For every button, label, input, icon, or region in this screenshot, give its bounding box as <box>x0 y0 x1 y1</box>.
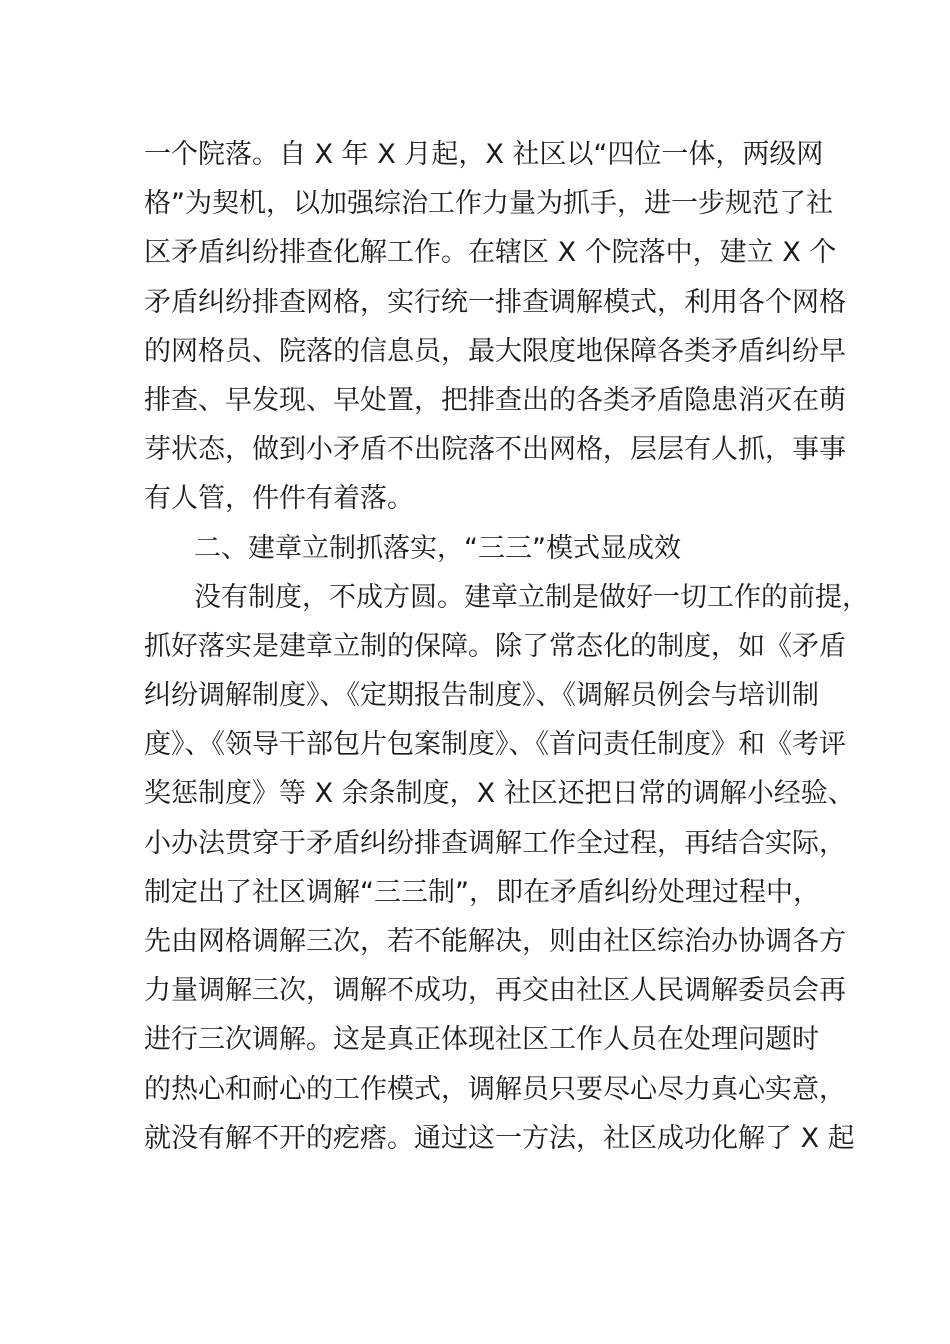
text-line: 就没有解不开的疙瘩。通过这一方法，社区成功化解了 X 起 <box>144 1122 855 1154</box>
section-heading: 二、建章立制抓落实，“三三”模式显成效 <box>194 532 681 564</box>
text-line: 小办法贯穿于矛盾纠纷排查调解工作全过程，再结合实际， <box>144 827 846 859</box>
text-line: 奖惩制度》等 X 余条制度，X 社区还把日常的调解小经验、 <box>144 778 855 810</box>
document-body <box>144 130 869 1163</box>
text-line: 一个院落。自 X 年 X 月起，X 社区以“四位一体，两级网 <box>144 139 824 170</box>
text-line: 度》、《领导干部包片包案制度》、《首问责任制度》和《考评 <box>144 729 846 761</box>
text-line: 区矛盾纠纷排查化解工作。在辖区 X 个院落中，建立 X 个 <box>144 237 837 269</box>
text-line: 格”为契机，以加强综治工作力量为抓手，进一步规范了社 <box>144 188 833 220</box>
text-line: 制定出了社区调解“三三制”，即在矛盾纠纷处理过程中， <box>144 876 820 908</box>
text-line: 先由网格调解三次，若不能解决，则由社区综治办协调各方 <box>144 926 846 957</box>
text-line: 进行三次调解。这是真正体现社区工作人员在处理问题时 <box>144 1024 819 1056</box>
text-line: 的网格员、院落的信息员，最大限度地保障各类矛盾纠纷早 <box>144 335 846 367</box>
text-line: 排查、早发现、早处置，把排查出的各类矛盾隐患消灭在萌 <box>144 384 846 416</box>
text-line: 抓好落实是建章立制的保障。除了常态化的制度，如《矛盾 <box>144 630 846 662</box>
text-line: 力量调解三次，调解不成功，再交由社区人民调解委员会再 <box>144 975 846 1007</box>
text-line: 纠纷调解制度》、《定期报告制度》、《调解员例会与培训制 <box>144 680 819 712</box>
text-line: 矛盾纠纷排查网格，实行统一排查调解模式，利用各个网格 <box>144 286 846 318</box>
paragraph-first-line: 没有制度，不成方圆。建章立制是做好一切工作的前提， <box>194 581 869 613</box>
text-line: 芽状态，做到小矛盾不出院落不出网格，层层有人抓，事事 <box>144 434 846 466</box>
text-line: 有人管，件件有着落。 <box>144 483 414 515</box>
text-line: 的热心和耐心的工作模式，调解员只要尽心尽力真心实意， <box>144 1073 846 1105</box>
